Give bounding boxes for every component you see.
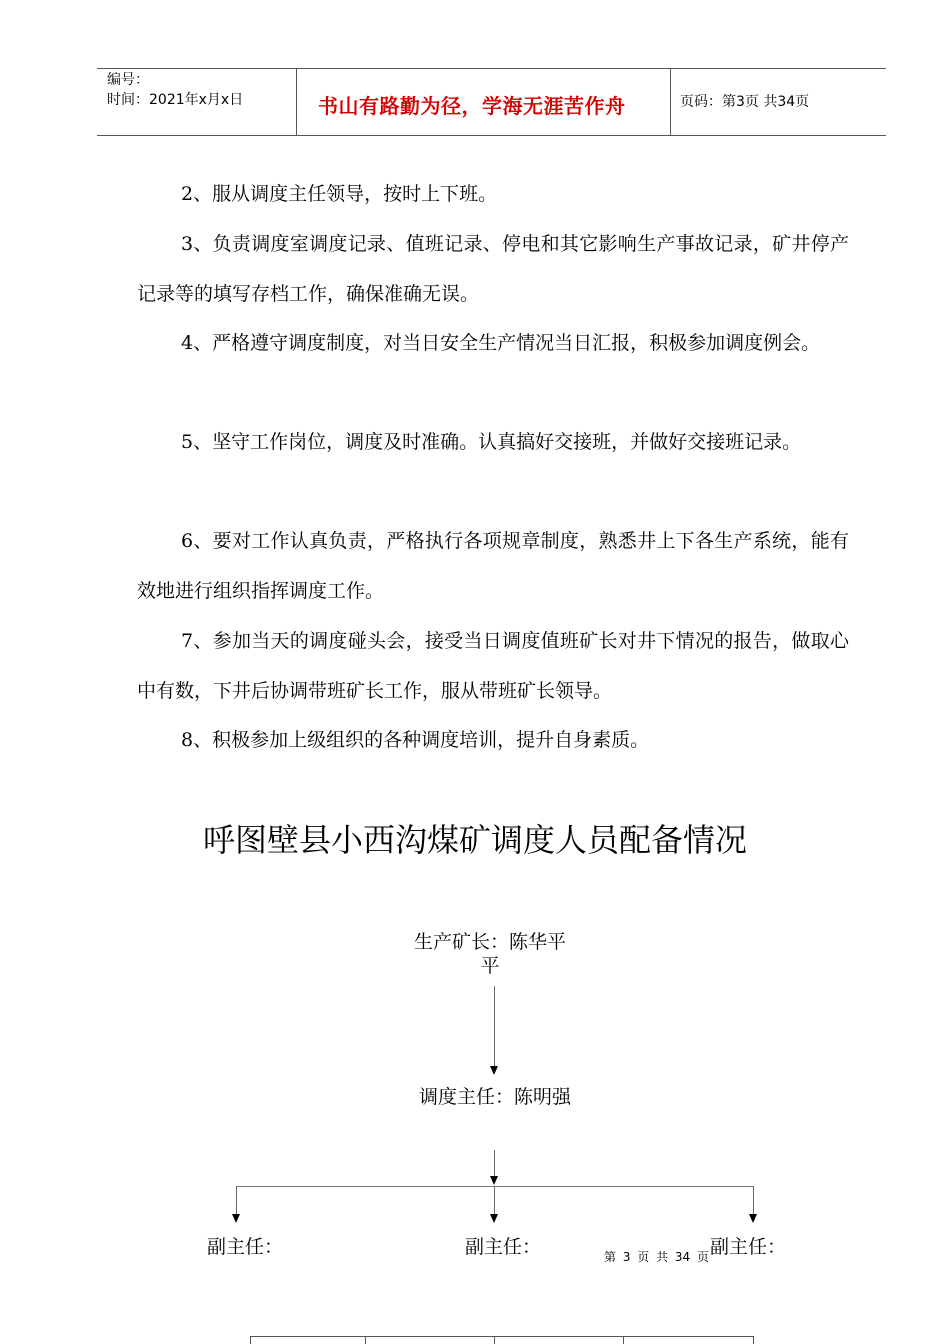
paragraph-2	[137, 169, 849, 219]
paragraph-text: 3、负责调度室调度记录、值班记录、停电和其它影响生产事故记录，矿井停产记录等的填写存档工作，确保准确无误。	[137, 233, 849, 305]
org-top-node-line2: 平	[480, 955, 500, 977]
header-divider-right	[670, 68, 671, 136]
paragraph-text: 8、积极参加上级组织的各种调度培训，提升自身素质。	[181, 729, 650, 751]
section-title: 呼图壁县小西沟煤矿调度人员配备情况	[202, 821, 747, 859]
org-middle-node: 调度主任：陈明强	[418, 1086, 571, 1108]
org-branch-center	[494, 1186, 495, 1214]
table-col-border	[753, 1336, 754, 1344]
header-bottom-border	[97, 135, 886, 136]
org-deputy-left: 副主任：	[207, 1236, 284, 1258]
paragraph-3	[137, 219, 849, 319]
table-col-border	[250, 1336, 251, 1344]
org-deputy-center: 副主任：	[465, 1236, 542, 1258]
org-branch-right	[753, 1186, 754, 1214]
header-number-label: 编号：	[107, 72, 149, 88]
org-deputy-right: 副主任：	[710, 1236, 787, 1258]
header-time-label: 时间：2021年x月x日	[107, 92, 244, 108]
arrow-down-icon	[490, 1066, 498, 1075]
org-connector-top	[494, 986, 495, 1066]
arrow-down-icon	[749, 1214, 757, 1223]
header-motto: 书山有路勤为径，学海无涯苦作舟	[318, 94, 626, 118]
arrow-down-icon	[490, 1176, 498, 1185]
table-col-border	[623, 1336, 624, 1344]
arrow-down-icon	[490, 1214, 498, 1223]
header-top-border	[97, 68, 886, 69]
header-divider-left	[296, 68, 297, 136]
paragraph-8	[137, 715, 849, 765]
org-top-node-line1: 生产矿长：陈华平	[413, 931, 566, 953]
header-page-label: 页码：第3页 共34页	[680, 94, 810, 110]
org-connector-middle	[494, 1150, 495, 1176]
org-branch-left	[236, 1186, 237, 1214]
paragraph-4	[137, 318, 849, 368]
paragraph-5	[137, 417, 849, 467]
paragraph-text: 6、要对工作认真负责，严格执行各项规章制度，熟悉井上下各生产系统，能有效地进行组织指挥调度工作。	[137, 530, 849, 602]
paragraph-text: 7、参加当天的调度碰头会，接受当日调度值班矿长对井下情况的报告，做取心中有数，下井后协调带班矿长工作，服从带班矿长领导。	[137, 630, 849, 702]
table-col-border	[365, 1336, 366, 1344]
paragraph-text: 5、坚守工作岗位，调度及时准确。认真搞好交接班，并做好交接班记录。	[181, 431, 802, 453]
paragraph-text: 4、严格遵守调度制度，对当日安全生产情况当日汇报，积极参加调度例会。	[181, 332, 821, 354]
table-col-border	[494, 1336, 495, 1344]
table-top-border	[250, 1336, 754, 1337]
page-footer: 第 3 页 共 34 页	[604, 1250, 709, 1264]
org-branch-line	[236, 1186, 754, 1187]
arrow-down-icon	[232, 1214, 240, 1223]
paragraph-6	[137, 516, 849, 616]
paragraph-text: 2、服从调度主任领导，按时上下班。	[181, 183, 498, 205]
paragraph-7	[137, 616, 849, 716]
